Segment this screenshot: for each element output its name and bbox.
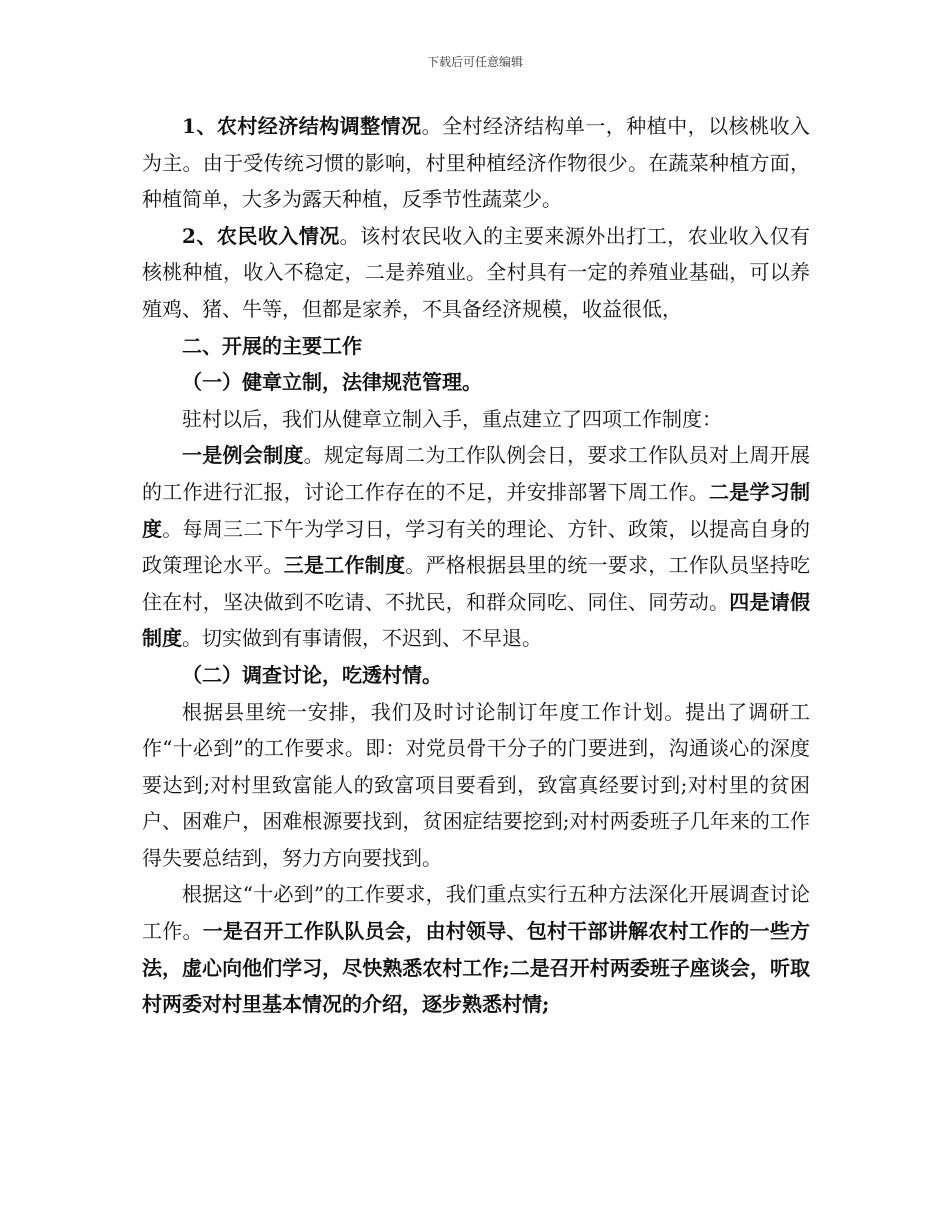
label-leave-system: 四是请假制度 bbox=[142, 589, 810, 651]
paragraph-five-methods: 根据这“十必到”的工作要求，我们重点实行五种方法深化开展调查讨论工作。一是召开工作队队员会，由村领导、包村干部讲解农村工作的一些方法，虚心向他们学习，尽快熟悉农村工作;二是召开村两委班子座谈会，听取村两委对村里基本情况的介绍，逐步熟悉村情; bbox=[142, 882, 810, 1017]
page-header-note: 下载后可任意编辑 bbox=[426, 55, 523, 69]
subsection-heading-investigation: （二）调查讨论，吃透村情。 bbox=[182, 662, 442, 687]
text-methods-bold: 一是召开工作队队员会，由村领导、包村干部讲解农村工作的一些方法，虚心向他们学习，尽快熟悉农村工作;二是召开村两委班子座谈会，听取村两委对村里基本情况的介绍，逐步熟悉村情; bbox=[142, 919, 810, 1017]
paragraph-ten-must: 根据县里统一安排，我们及时讨论制订年度工作计划。提出了调研工作“十必到”的工作要求。即：对党员骨干分子的门要进到，沟通谈心的深度要达到;对村里致富能人的致富项目要看到，致富真经要讨到;对村里的贫困户、困难户，困难根源要找到，贫困症结要挖到;对村两委班子几年来的工作得失要总结到，努力方向要找到。 bbox=[142, 699, 810, 870]
paragraph-rules-intro: 驻村以后，我们从健章立制入手，重点建立了四项工作制度： bbox=[182, 406, 722, 431]
label-work-system: 三是工作制度 bbox=[283, 553, 406, 578]
label-meeting-system: 一是例会制度 bbox=[182, 443, 304, 468]
paragraph-economic-structure: 1、农村经济结构调整情况。全村经济结构单一，种植中，以核桃收入为主。由于受传统习惯的影响，村里种植经济作物很少。在蔬菜种植方面，种植简单，大多为露天种植，反季节性蔬菜少。 bbox=[142, 114, 811, 212]
document-body bbox=[142, 108, 810, 1023]
paragraph-farmer-income: 2、农民收入情况。该村农民收入的主要来源外出打工，农业收入仅有核桃种植，收入不稳定，二是养殖业。全村具有一定的养殖业基础，可以养殖鸡、猪、牛等，但都是家养，不具备经济规模，收益很低， bbox=[142, 223, 810, 321]
paragraph-four-systems: 一是例会制度。规定每周二为工作队例会日，要求工作队员对上周开展的工作进行汇报，讨论工作存在的不足，并安排部署下周工作。二是学习制度。每周三二下午为学习日，学习有关的理论、方针、政策，以提高自身的政策理论水平。三是工作制度。严格根据县里的统一要求，工作队员坚持吃住在村，坚决做到不吃请、不扰民，和群众同吃、同住、同劳动。四是请假制度。切实做到有事请假，不迟到、不早退。 bbox=[142, 443, 811, 651]
heading-farmer-income: 2、农民收入情况 bbox=[182, 223, 340, 248]
label-study-system: 二是学习制度 bbox=[142, 479, 810, 541]
subsection-heading-rules: （一）健章立制，法律规范管理。 bbox=[182, 370, 482, 395]
heading-economic-structure: 1、农村经济结构调整情况 bbox=[182, 114, 422, 138]
section-heading-main-work: 二、开展的主要工作 bbox=[182, 333, 362, 358]
